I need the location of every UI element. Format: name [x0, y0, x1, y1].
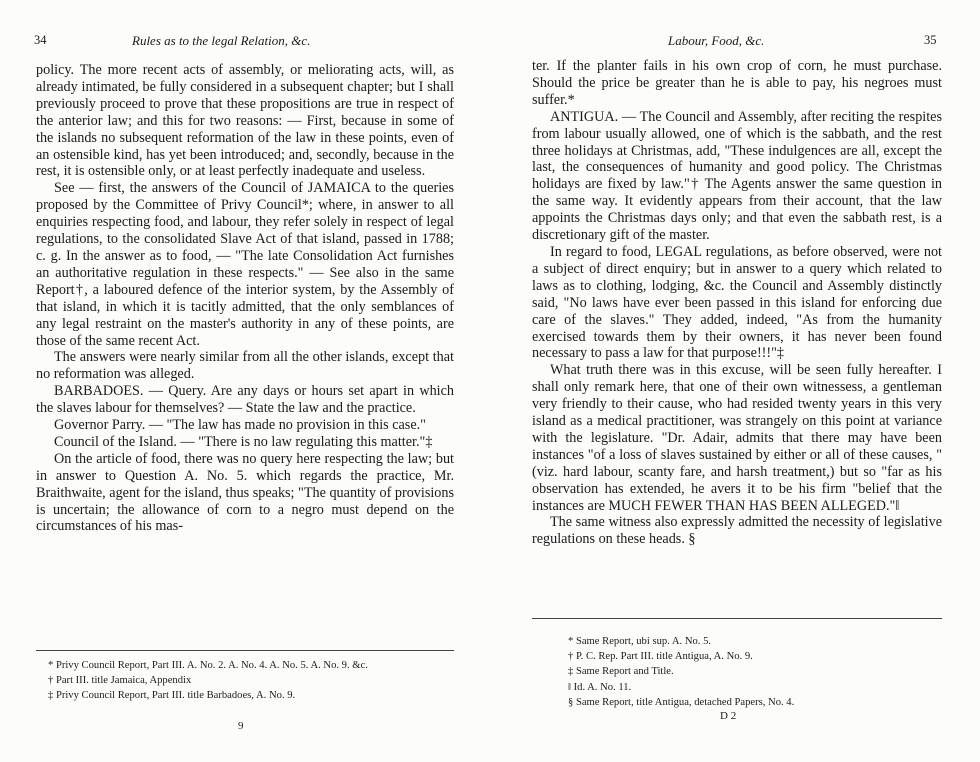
right-footnote: § Same Report, title Antigua, detached Papers, No. 4. [568, 696, 795, 708]
left-footnotes [48, 658, 454, 704]
right-footnotes [568, 634, 942, 710]
right-running-head [490, 33, 980, 51]
left-paragraph: Governor Parry. — "The law has made no provision in this case." [54, 417, 426, 434]
right-paragraph: ANTIGUA. — The Council and Assembly, after reciting the respites from labour usually allowed, one of which is the sabbath, and the rest three holidays at Christmas, add, "These indulgences are all, except the last, the consequences of humanity and good policy. The Christmas holidays are fixed by law."† The Agents answer the same question in the same way. It evidently appears from their account, that the law appoints the Christmas days only; and that even the sabbath rest, is a discretionary gift of the master. [532, 108, 942, 244]
right-page-number: 35 [924, 33, 937, 47]
left-page-number: 34 [34, 33, 47, 47]
right-footnote-rule [532, 618, 942, 619]
left-paragraph: Council of the Island. — "There is no law regulating this matter."‡ [54, 433, 433, 450]
left-paragraph: policy. The more recent acts of assembly, or meliorating acts, will, as already intimated, be fully considered in a subsequent chapter; but I shall previously proceed to prove that these propositions are true in respect of the anterior law; and this for two reasons: — First, because in some of the islands no subsequent reformation of the law in these points, even of an ostensible kind, has yet been introduced; and, secondly, because in the rest, it is ostensible only, or at least perfectly inadequate and useless. [36, 62, 454, 180]
left-paragraph: The answers were nearly similar from all the other islands, except that no reformation was alleged. [36, 349, 454, 383]
right-body-text [532, 58, 942, 548]
right-footnote: † P. C. Rep. Part III. title Antigua, A. No. 9. [568, 651, 753, 663]
right-paragraph: ter. If the planter fails in his own crop of corn, he must purchase. Should the price be greater than he is able to pay, his negroes must suffer.* [532, 58, 942, 108]
right-page [490, 0, 980, 762]
left-signature-mark: 9 [238, 720, 244, 732]
right-footnote: ‡ Same Report and Title. [568, 666, 674, 678]
right-paragraph: The same witness also expressly admitted the necessity of legislative regulations on these heads. § [532, 514, 942, 548]
right-signature-mark: D 2 [720, 710, 737, 722]
left-footnote-rule [36, 650, 454, 651]
right-running-title: Labour, Food, &c. [668, 33, 765, 48]
left-running-title: Rules as to the legal Relation, &c. [132, 33, 311, 48]
right-footnote: * Same Report, ubi sup. A. No. 5. [568, 636, 712, 647]
left-footnote: * Privy Council Report, Part III. A. No. 2. A. No. 4. A. No. 5. A. No. 9. &c. [48, 660, 368, 671]
left-paragraph: BARBADOES. — Query. Are any days or hours set apart in which the slaves labour for themselves? — State the law and the practice. [36, 383, 454, 417]
right-footnote: ‖ Id. A. No. 11. [568, 681, 632, 693]
left-footnote: † Part III. title Jamaica, Appendix [48, 675, 192, 687]
left-body-text [36, 62, 454, 535]
left-running-head [0, 33, 490, 51]
left-footnote: ‡ Privy Council Report, Part III. title Barbadoes, A. No. 9. [48, 690, 296, 702]
left-paragraph: See — first, the answers of the Council of JAMAICA to the queries proposed by the Committee of Privy Council*; where, in answer to all enquiries respecting food, and labour, they refer solely in respect of legal regulations, to the consolidated Slave Act of that island, passed in 1788; c. g. In the answer as to food, — "The late Consolidation Act furnishes an authoritative regulation in these respects." — See also in the same Report†, a laboured defence of the interior system, by the Assembly of that island, in which it is tacitly admitted, that the only semblances of any legal restraint on the master's authority in any of these points, are those of the same recent Act. [36, 180, 454, 349]
right-paragraph: What truth there was in this excuse, will be seen fully hereafter. I shall only remark here, that one of their own witnessess, a gentleman very friendly to their cause, who had resided twenty years in this very island as a medical practitioner, was strangely on this point at variance with the legislature. "Dr. Adair, admits that there may have been instances "of a loss of slaves sustained by either or all of these causes, "(viz. hard labour, scanty fare, and harsh treatment,) but so "far as his observation has extended, he avers it to be his firm "belief that the instances are MUCH FEWER THAN HAS BEEN ALLEGED."‖ [532, 362, 942, 514]
right-paragraph: In regard to food, LEGAL regulations, as before observed, were not a subject of direct enquiry; but in answer to a query which related to laws as to clothing, lodging, &c. the Council and Assembly distinctly said, "No laws have ever been passed in this island for enforcing due care of the slaves." They added, indeed, "As from the humanity exercised towards them by their owners, it has never been found necessary to pass a law for that purpose!!!"‡ [532, 243, 942, 362]
left-paragraph: On the article of food, there was no query here respecting the law; but in answer to Question A. No. 5. which regards the practice, Mr. Braithwaite, agent for the island, thus speaks; "The quantity of provisions is uncertain; the allowance of corn to a negro must depend on the circumstances of his mas- [36, 450, 454, 535]
